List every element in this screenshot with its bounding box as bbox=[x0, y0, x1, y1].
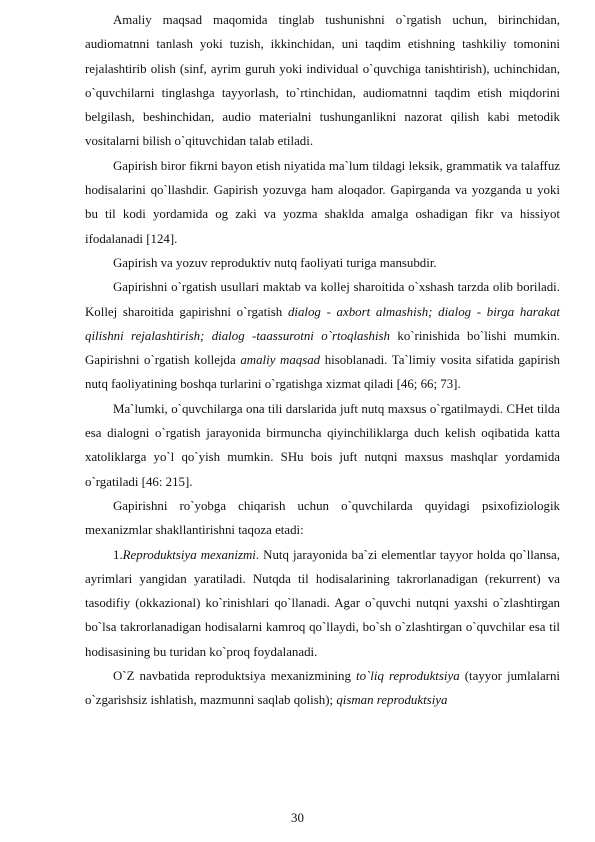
text-run: ko`rinishida bo`lishi mumkin. Gapirishni o`rgatish kollejda bbox=[85, 328, 560, 368]
text-run: hisoblanadi. Ta`limiy vosita sifatida gapirish nutq faoliyatining boshqa turlarini o`rgatishga xizmat qiladi [46; 66; 73]. bbox=[85, 353, 560, 392]
italic-term: amaliy maqsad bbox=[240, 353, 321, 368]
text-run: Gapirish va yozuv reproduktiv nutq faoliyati turiga mansubdir. bbox=[113, 255, 437, 270]
text-run: Amaliy maqsad maqomida tinglab tushunishni o`rgatish uchun, birinchidan, audiomatnni tanlash yoki tuzish, ikkinchidan, uni taqdim etishning tashkiliy tomonini rejalashtirib olish (sinf, ayrim guruh yoki individual o`quvchiga tanishtirish), uchinchidan, o`quvchilarni tinglashga tayyorlash, to`rtinchidan, audiomatnni taqdim etish miqdorini belgilash, beshinchidan, audio materialni tushunganlikni nazorat qilish kabi metodik vositalarni bilish o`qituvchidan talab etiladi. bbox=[85, 13, 560, 149]
page-number: 30 bbox=[291, 811, 304, 825]
paragraph bbox=[85, 664, 560, 713]
italic-term: Reproduktsiya mexanizmi bbox=[122, 547, 256, 562]
text-run: Gapirishni o`rgatish usullari maktab va kollej sharoitida o`xshash tarzda olib boriladi. Kollej sharoitida gapirishni o`rgatish bbox=[85, 280, 560, 319]
text-run: Ma`lumki, o`quvchilarga ona tili darslarida juft nutq maxsus o`rgatilmaydi. CHet tilda esa dialogni o`rgatish jarayonida birmuncha qiyinchiliklarga duch kelish oqibatida katta xatoliklarga yo`l qo`yish mumkin. SHu bois juft nutqni maxsus mashqlar yordamida o`rgatiladi [46: 215]. bbox=[85, 401, 560, 489]
paragraph bbox=[85, 397, 560, 494]
paragraph bbox=[85, 543, 560, 664]
text-run: . Nutq jarayonida ba`zi elementlar tayyor holda qo`llansa, ayrimlari yangidan yaratiladi. Nutqda til hodisalarining takrorlanadigan (rekurrent) va tasodifiy (okkazional) ko`rinishlari qo`llanadi. Agar o`quvchi nutqni yaxshi o`zlashtirgan bo`lsa takrorlanadigan hodisalarni kamroq qo`llaydi, bo`sh o`zlashtirgan o`quvchilar esa til hodisasining bu turidan ko`proq foydalanadi. bbox=[85, 547, 561, 659]
italic-term: dialog - axbort almashish; dialog - birga harakat qilishni rejalashtirish; dialog -taassurotni o`rtoqlashish bbox=[85, 304, 560, 343]
text-run: 1. bbox=[113, 547, 123, 562]
paragraph bbox=[85, 251, 560, 275]
text-run: Gapirishni ro`yobga chiqarish uchun o`quvchilarda quyidagi psixofiziologik mexanizmlar shakllantirishni taqoza etadi: bbox=[85, 498, 560, 538]
paragraph bbox=[85, 275, 560, 396]
text-run: (tayyor jumlalarni o`zgarishsiz ishlatish, mazmunni saqlab qolish); bbox=[85, 669, 561, 708]
paragraph bbox=[85, 154, 560, 251]
text-run: O`Z navbatida reproduktsiya mexanizmining bbox=[113, 669, 356, 684]
text-run: Gapirish biror fikrni bayon etish niyatida ma`lum tildagi leksik, grammatik va talaffuz hodisalarini qo`llashdir. Gapirish yozuvga ham aloqador. Gapirganda va yozganda u yoki bu til kodi yordamida og zaki va yozma shaklda amalga oshadigan fikr va hissiyot ifodalanadi [124]. bbox=[85, 158, 560, 246]
page-body bbox=[85, 8, 560, 713]
paragraph bbox=[85, 494, 560, 543]
italic-term: to`liq reproduktsiya bbox=[355, 669, 460, 684]
paragraph bbox=[85, 8, 560, 154]
italic-term: qisman reproduktsiya bbox=[336, 693, 448, 708]
